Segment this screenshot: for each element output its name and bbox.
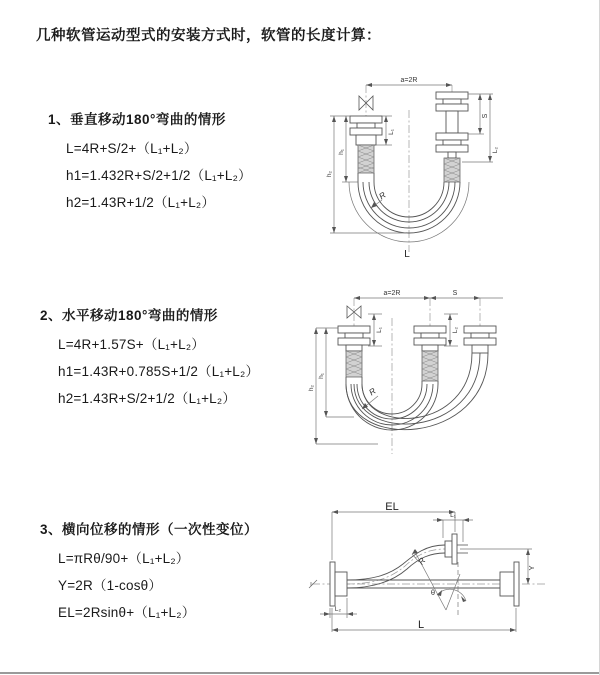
- section-vertical-180: [48, 108, 252, 216]
- formula-line: EL=2Rsinθ+（L₁+L₂）: [58, 605, 196, 620]
- formula-list: [58, 331, 259, 412]
- section-lateral: [40, 518, 258, 626]
- section-heading: 1、垂直移动180°弯曲的情形: [48, 112, 226, 127]
- dim-label-l2: L₂: [492, 146, 499, 154]
- centerlines: [354, 298, 480, 454]
- formula-line: L=πRθ/90+（L₁+L₂）: [58, 551, 190, 566]
- page-edge-bottom: [0, 672, 600, 674]
- dim-label-h1: h₁: [338, 149, 345, 155]
- formula-line: L=4R+S/2+（L₁+L₂）: [66, 141, 198, 156]
- dim-label-h2: h₂: [308, 384, 315, 392]
- dim-label-y: Y: [527, 565, 536, 571]
- section-heading: 3、横向位移的情形（一次性变位）: [40, 522, 259, 537]
- dim-label-l1: L₁: [376, 327, 383, 333]
- formula-list: [58, 545, 258, 626]
- dim-label-l2: L₂: [334, 606, 342, 613]
- formula-line: h1=1.432R+S/2+1/2（L₁+L₂）: [66, 168, 252, 183]
- dim-label-l2: L₂: [452, 326, 459, 334]
- dim-label-radius: R: [415, 555, 428, 567]
- formula-line: h2=1.43R+S/2+1/2（L₁+L₂）: [58, 391, 237, 406]
- dim-label-span: a=2R: [383, 290, 401, 297]
- dim-label-shift: S: [452, 290, 458, 297]
- page-title: 几种软管运动型式的安装方式时，软管的长度计算：: [36, 28, 381, 44]
- dimension-arrows: [314, 296, 480, 444]
- dim-label-length: L: [404, 249, 410, 260]
- dim-label-l1: L₁: [388, 129, 395, 135]
- dimension-lines: [330, 85, 493, 242]
- dim-label-radius: R: [376, 189, 388, 202]
- formula-line: L=4R+1.57S+（L₁+L₂）: [58, 337, 205, 352]
- diagram-lateral: [300, 502, 552, 644]
- dim-label-h1: h₁: [318, 373, 325, 379]
- section-heading: 2、水平移动180°弯曲的情形: [40, 308, 218, 323]
- dim-label-radius: R: [366, 385, 378, 398]
- flange-fittings: [338, 326, 496, 353]
- section-horizontal-180: [40, 304, 259, 412]
- dim-label-span: a=2R: [400, 77, 418, 84]
- dim-label-s: S: [482, 113, 489, 119]
- diagram-vertical-180: [300, 70, 530, 267]
- dim-label-h2: h₂: [326, 170, 333, 178]
- dimension-lines: [316, 298, 503, 444]
- dim-label-l1: L₁: [450, 512, 456, 519]
- formula-list: [66, 135, 252, 216]
- diagram-horizontal-180: [298, 284, 538, 469]
- formula-line: Y=2R（1-cosθ）: [58, 578, 163, 593]
- dim-label-theta: θ: [430, 588, 436, 597]
- dim-label-el: EL: [385, 502, 399, 513]
- formula-line: h1=1.43R+0.785S+1/2（L₁+L₂）: [58, 364, 260, 379]
- hose-curve: [347, 545, 445, 588]
- formula-line: h2=1.43R+1/2（L₁+L₂）: [66, 195, 216, 210]
- dim-label-length: L: [417, 619, 425, 631]
